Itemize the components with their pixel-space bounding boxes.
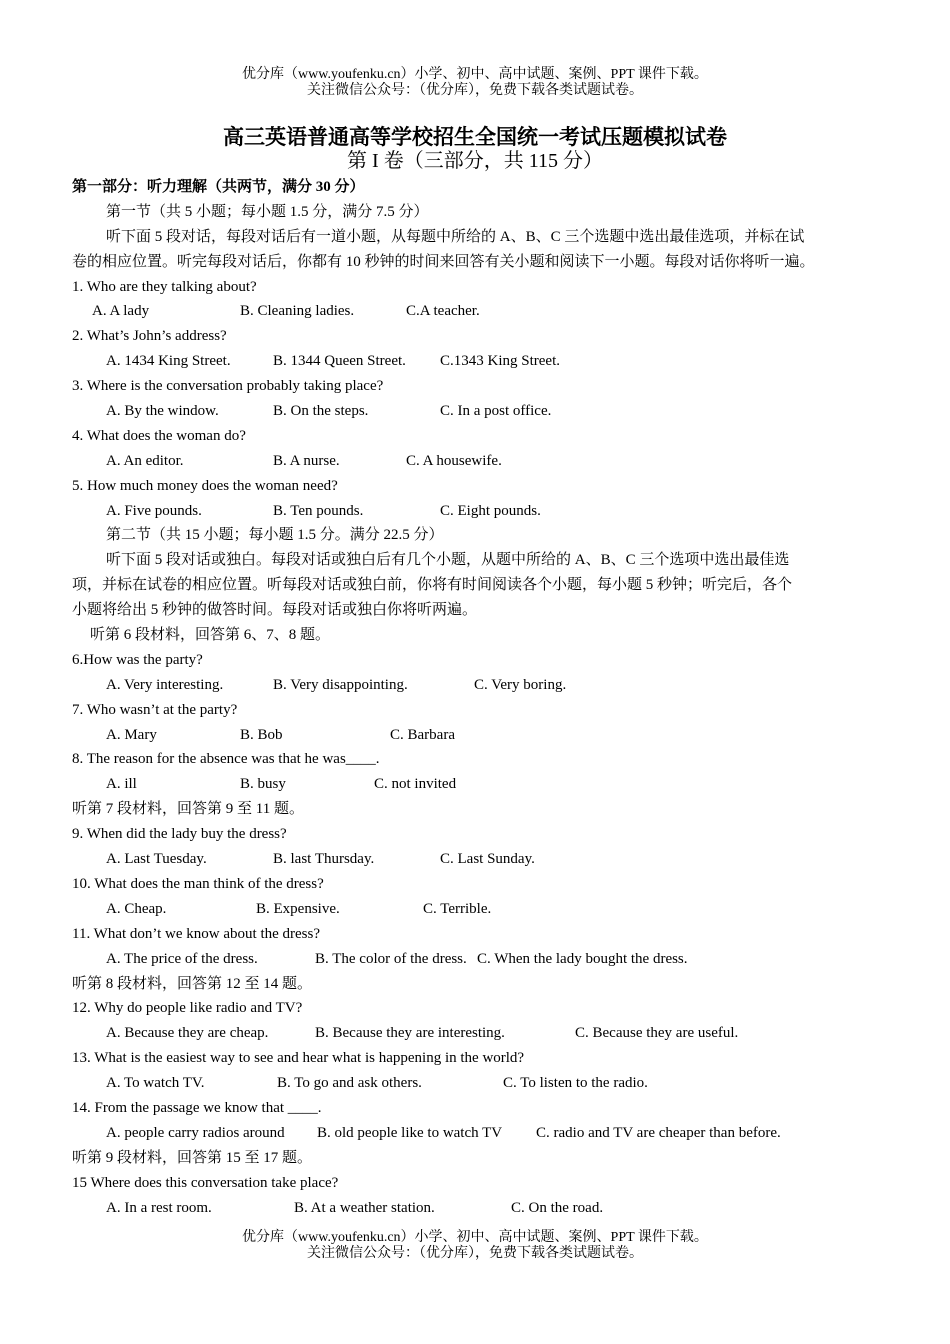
options-10	[72, 897, 888, 922]
section1-instructions-line-2: 卷的相应位置。听完每段对话后，你都有 10 秒钟的时间来回答有关小题和阅读下一小题。每段对话你将听一遍。	[72, 253, 815, 270]
option-6c: C. Very boring.	[474, 676, 567, 693]
question-6: 6.How was the party?	[72, 651, 203, 668]
option-15b: B. At a weather station.	[294, 1199, 435, 1216]
option-13b: B. To go and ask others.	[277, 1075, 422, 1092]
option-12a: A. Because they are cheap.	[106, 1025, 269, 1042]
options-13	[72, 1071, 888, 1096]
section1-heading: 第一节（共 5 小题；每小题 1.5 分，满分 7.5 分）	[106, 203, 429, 220]
question-12: 12. Why do people like radio and TV?	[72, 1000, 303, 1017]
option-4c: C. A housewife.	[406, 452, 502, 469]
option-15a: A. In a rest room.	[106, 1199, 212, 1216]
option-15c: C. On the road.	[511, 1199, 604, 1216]
section2-instructions-line-1: 听下面 5 段对话或独白。每段对话或独白后有几个小题，从题中所给的 A、B、C 三个选项中选出最佳选	[106, 552, 790, 569]
option-3a: A. By the window.	[106, 403, 219, 420]
options-1	[72, 299, 888, 324]
question-10: 10. What does the man think of the dress?	[72, 875, 324, 892]
option-12c: C. Because they are useful.	[575, 1025, 739, 1042]
exam-content	[72, 175, 888, 1220]
section1-instructions-line-1: 听下面 5 段对话，每段对话后有一道小题，从每题中所给的 A、B、C 三个选题中选出最佳选项，并标在试	[106, 228, 805, 245]
option-11b: B. The color of the dress.	[315, 950, 467, 967]
options-12	[72, 1021, 888, 1046]
option-11c: C. When the lady bought the dress.	[477, 950, 688, 967]
passage-6-instruction: 听第 6 段材料，回答第 6、7、8 题。	[90, 627, 331, 644]
section2-instructions-line-2: 项，并标在试卷的相应位置。听每段对话或独白前，你将有时间阅读各个小题，每小题 5 秒钟；听完后，各个	[72, 577, 793, 594]
option-10a: A. Cheap.	[106, 900, 167, 917]
option-11a: A. The price of the dress.	[106, 950, 258, 967]
option-2a: A. 1434 King Street.	[106, 353, 231, 370]
question-11: 11. What don’t we know about the dress?	[72, 925, 321, 942]
option-13a: A. To watch TV.	[106, 1075, 205, 1092]
options-15	[72, 1196, 888, 1221]
option-8c: C. not invited	[374, 776, 457, 793]
options-11	[72, 947, 888, 972]
option-4b: B. A nurse.	[273, 452, 340, 469]
option-10b: B. Expensive.	[256, 900, 340, 917]
option-1a: A. A lady	[92, 303, 150, 320]
question-13: 13. What is the easiest way to see and hear what is happening in the world?	[72, 1050, 525, 1067]
question-7: 7. Who wasn’t at the party?	[72, 701, 238, 718]
question-9: 9. When did the lady buy the dress?	[72, 826, 287, 843]
exam-title: 高三英语普通高等学校招生全国统一考试压题模拟试卷	[223, 125, 727, 149]
option-8b: B. busy	[240, 776, 286, 793]
header-line-1: 优分库（www.youfenku.cn）小学、初中、高中试题、案例、PPT 课件下载。	[242, 67, 708, 82]
option-7c: C. Barbara	[390, 726, 455, 743]
option-6a: A. Very interesting.	[106, 676, 224, 693]
header-line-2: 关注微信公众号：（优分库），免费下载各类试题试卷。	[307, 83, 643, 98]
footer-line-2: 关注微信公众号：（优分库），免费下载各类试题试卷。	[307, 1246, 643, 1261]
options-3	[72, 399, 888, 424]
option-9c: C. Last Sunday.	[440, 851, 535, 868]
option-5c: C. Eight pounds.	[440, 502, 541, 519]
option-3b: B. On the steps.	[273, 403, 369, 420]
question-3: 3. Where is the conversation probably taking place?	[72, 378, 384, 395]
options-8	[72, 772, 888, 797]
question-4: 4. What does the woman do?	[72, 427, 246, 444]
part1-heading: 第一部分：听力理解（共两节，满分 30 分）	[72, 179, 365, 195]
option-10c: C. Terrible.	[423, 900, 492, 917]
option-1c: C.A teacher.	[406, 303, 480, 320]
option-2c: C.1343 King Street.	[440, 353, 560, 370]
option-2b: B. 1344 Queen Street.	[273, 353, 406, 370]
option-5a: A. Five pounds.	[106, 502, 202, 519]
options-5	[72, 499, 888, 524]
option-1b: B. Cleaning ladies.	[240, 303, 355, 320]
question-14: 14. From the passage we know that ____.	[72, 1099, 322, 1116]
options-6	[72, 673, 888, 698]
option-9a: A. Last Tuesday.	[106, 851, 207, 868]
option-12b: B. Because they are interesting.	[315, 1025, 505, 1042]
options-7	[72, 723, 888, 748]
exam-subtitle: 第 I 卷（三部分，共 115 分）	[347, 150, 603, 172]
option-5b: B. Ten pounds.	[273, 502, 364, 519]
footer-line-1: 优分库（www.youfenku.cn）小学、初中、高中试题、案例、PPT 课件下载。	[242, 1230, 708, 1245]
page-footer	[0, 1230, 950, 1262]
option-8a: A. ill	[106, 776, 137, 793]
section2-instructions-line-3: 小题将给出 5 秒钟的做答时间。每段对话或独白你将听两遍。	[72, 602, 478, 619]
question-8: 8. The reason for the absence was that he was____.	[72, 751, 380, 768]
option-3c: C. In a post office.	[440, 403, 552, 420]
options-2	[72, 349, 888, 374]
option-4a: A. An editor.	[106, 452, 184, 469]
passage-7-instruction: 听第 7 段材料，回答第 9 至 11 题。	[72, 801, 304, 818]
option-14c: C. radio and TV are cheaper than before.	[536, 1124, 781, 1141]
option-14a: A. people carry radios around	[106, 1124, 285, 1141]
question-1: 1. Who are they talking about?	[72, 278, 257, 295]
options-4	[72, 449, 888, 474]
question-5: 5. How much money does the woman need?	[72, 477, 338, 494]
question-15: 15 Where does this conversation take place?	[72, 1174, 339, 1191]
option-7b: B. Bob	[240, 726, 283, 743]
section2-heading: 第二节（共 15 小题；每小题 1.5 分。满分 22.5 分）	[106, 527, 444, 544]
option-13c: C. To listen to the radio.	[503, 1075, 648, 1092]
option-9b: B. last Thursday.	[273, 851, 375, 868]
option-6b: B. Very disappointing.	[273, 676, 408, 693]
question-2: 2. What’s John’s address?	[72, 328, 227, 345]
options-14	[72, 1121, 888, 1146]
page-header	[0, 67, 950, 99]
option-7a: A. Mary	[106, 726, 157, 743]
option-14b: B. old people like to watch TV	[317, 1124, 503, 1141]
options-9	[72, 847, 888, 872]
passage-9-instruction: 听第 9 段材料，回答第 15 至 17 题。	[72, 1149, 313, 1166]
passage-8-instruction: 听第 8 段材料，回答第 12 至 14 题。	[72, 975, 313, 992]
